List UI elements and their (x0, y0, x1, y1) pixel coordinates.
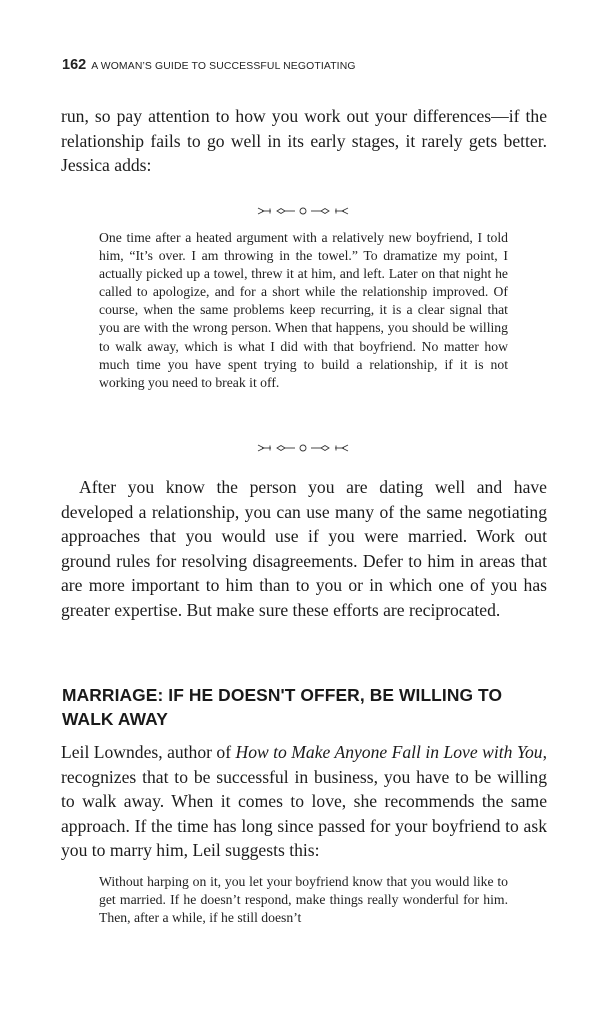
paragraph-continuation (61, 104, 547, 178)
ornament-divider-bottom (0, 440, 605, 458)
paragraph-text-before-title: Leil Lowndes, author of (61, 742, 236, 762)
running-head (62, 56, 356, 74)
paragraph-leil-lowndes (61, 740, 547, 863)
book-title-header: A WOMAN’S GUIDE TO SUCCESSFUL NEGOTIATING (91, 61, 356, 72)
paragraph-text: After you know the person you are dating well and have developed a relationship, you can use many of the same negotiating approaches that you would use if you were married. Work out ground rules for resolving disagreements. Defer to him in areas that are more important to him than to you or in which one of you has greater expertise. But make sure these efforts are reciprocated. (61, 477, 547, 620)
section-heading: MARRIAGE: IF HE DOESN'T OFFER, BE WILLING TO WALK AWAY (62, 685, 503, 729)
paragraph-text (61, 740, 547, 863)
paragraph-text-after-title: , recognizes that to be successful in business, you have to be willing to walk away. When it comes to love, she recommends the same approach. If the time has long since passed for your boyfriend to ask you to marry him, Leil suggests this: (61, 742, 547, 860)
cited-book-title: How to Make Anyone Fall in Love with You (235, 742, 543, 762)
quote-text: One time after a heated argument with a relatively new boyfriend, I told him, “It’s over. I am throwing in the towel.” To dramatize my point, I actually picked up a towel, threw it at him, and left. Later on that night he called to apologize, and for a short while the relationship improved. Of course, when the same problems keep recurring, it is a clear signal that you are with the wrong person. When that happens, you should be willing to walk away, which is what I did with that boyfriend. No matter how much time you have spent trying to build a relationship, if it is not working you need to break it off. (99, 230, 508, 390)
quote-text: Without harping on it, you let your boyfriend know that you would like to get married. If he doesn’t respond, make things really wonderful for him. Then, after a while, if he still doesn’t (99, 874, 508, 926)
ornament-icon (257, 206, 349, 216)
block-quote-jessica (99, 229, 508, 392)
paragraph-text: run, so pay attention to how you work out your differences—if the relationship fails to go well in its early stages, it rarely gets better. Jessica adds: (61, 106, 547, 175)
block-quote-leil (99, 873, 508, 927)
paragraph-dating (61, 475, 547, 622)
page-number: 162 (62, 57, 87, 73)
ornament-icon (257, 443, 349, 453)
ornament-divider-top (0, 203, 605, 221)
